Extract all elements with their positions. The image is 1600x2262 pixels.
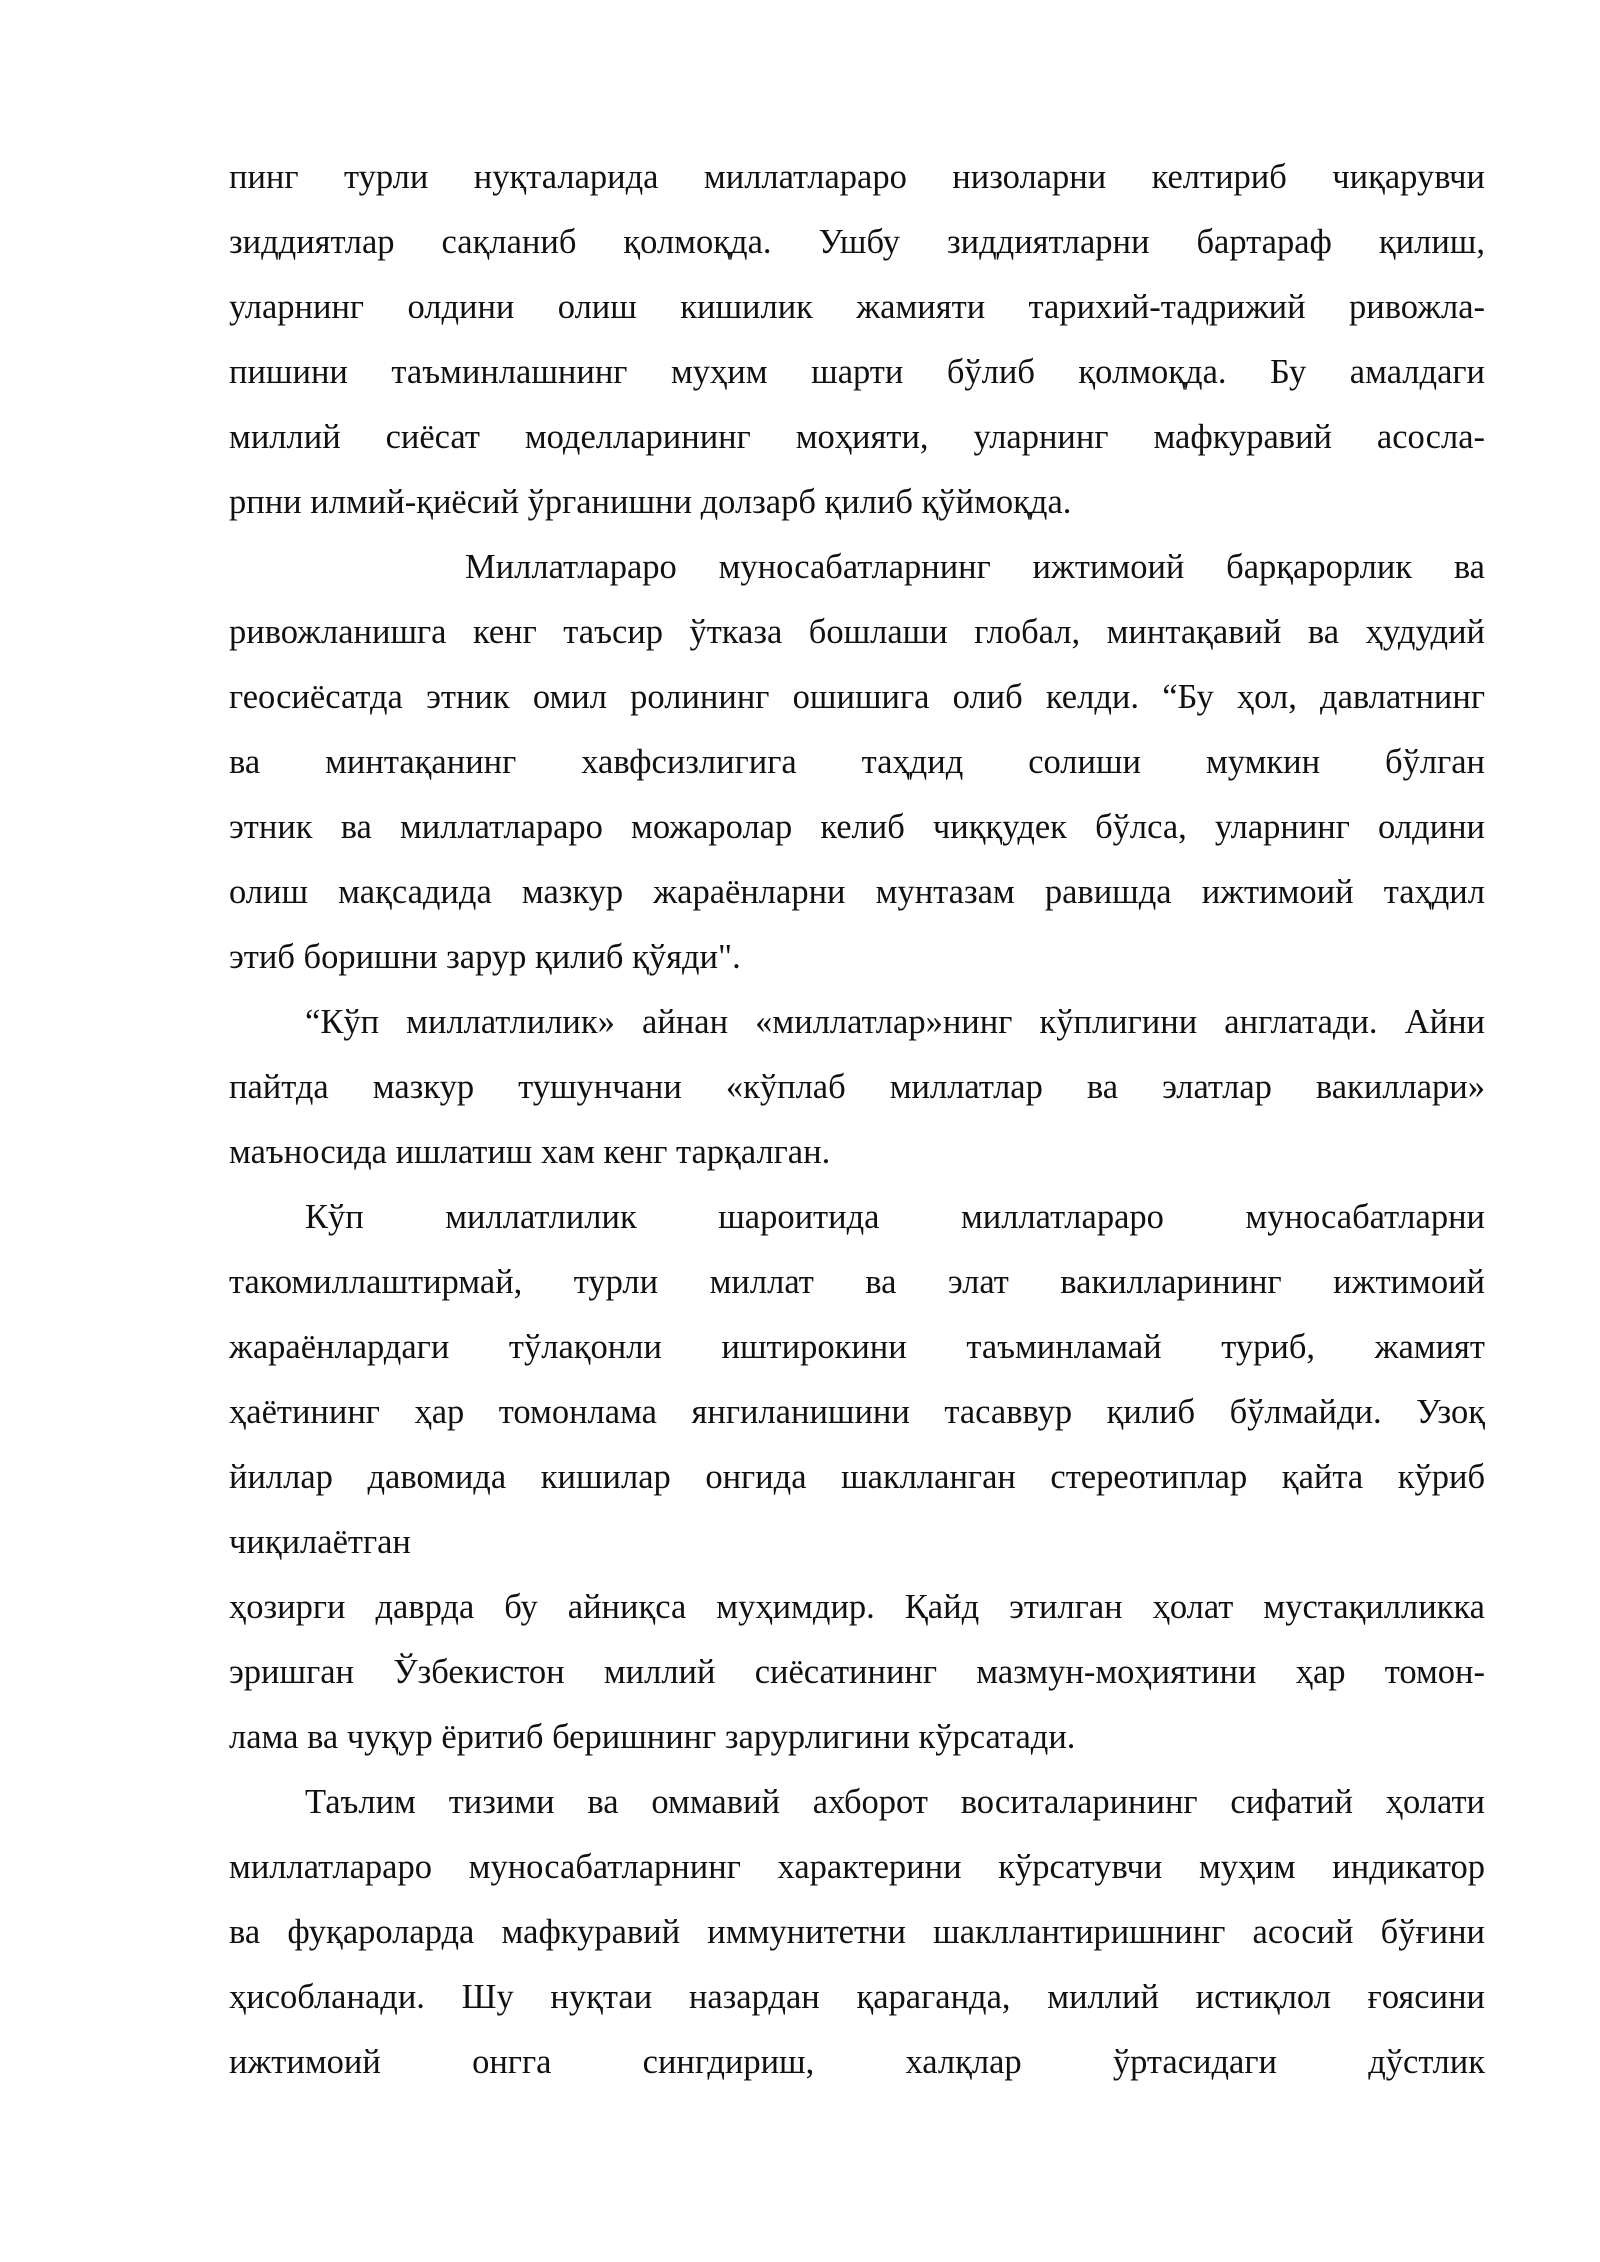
text-line: миллатлараро муносабатларнинг характерини кўрсатувчи муҳим индикатор bbox=[229, 1848, 1485, 1886]
text-line: ҳисобланади. Шу нуқтаи назардан қараганда, миллий истиқлол ғоясини bbox=[229, 1978, 1485, 2016]
text-line: эришган Ўзбекистон миллий сиёсатининг мазмун-моҳиятини ҳар томон- bbox=[229, 1653, 1485, 1691]
text-line: ижтимоий онгга сингдириш, халқлар ўртасидаги дўстлик bbox=[229, 2043, 1485, 2081]
text-line: маъносида ишлатиш хам кенг тарқалган. bbox=[229, 1133, 831, 1171]
text-line: ҳаётининг ҳар томонлама янгиланишини тасаввур қилиб бўлмайди. Узоқ bbox=[229, 1393, 1485, 1431]
text-line: жараёнлардаги тўлақонли иштирокини таъминламай туриб, жамият bbox=[229, 1328, 1485, 1366]
text-line: олиш мақсадида мазкур жараёнларни мунтазам равишда ижтимоий таҳдил bbox=[229, 873, 1485, 911]
text-line: пинг турли нуқталарида миллатлараро низоларни келтириб чиқарувчи bbox=[229, 158, 1485, 196]
text-line: лама ва чуқур ёритиб беришнинг зарурлигини кўрсатади. bbox=[229, 1718, 1076, 1756]
text-line: йиллар давомида кишилар онгида шаклланган стереотиплар қайта кўриб bbox=[229, 1458, 1485, 1496]
text-line: такомиллаштирмай, турли миллат ва элат вакилларининг ижтимоий bbox=[229, 1263, 1485, 1301]
text-line: ва минтақанинг хавфсизлигига таҳдид солиши мумкин бўлган bbox=[229, 743, 1485, 781]
text-line: рпни илмий-қиёсий ўрганишни долзарб қилиб қўймоқда. bbox=[229, 483, 1072, 521]
text-line: уларнинг олдини олиш кишилик жамияти тарихий-тадрижий ривожла- bbox=[229, 288, 1485, 326]
text-line: “Кўп миллатлилик» айнан «миллатлар»нинг кўплигини англатади. Айни bbox=[305, 1003, 1485, 1041]
text-line: зиддиятлар сақланиб қолмоқда. Ушбу зиддиятларни бартараф қилиш, bbox=[229, 223, 1485, 261]
paragraph bbox=[229, 145, 1485, 535]
text-line: этник ва миллатлараро можаролар келиб чиққудек бўлса, уларнинг олдини bbox=[229, 808, 1485, 846]
paragraph bbox=[229, 1575, 1485, 1770]
text-line: пишини таъминлашнинг муҳим шарти бўлиб қолмоқда. Бу амалдаги bbox=[229, 353, 1485, 391]
paragraph bbox=[229, 1185, 1485, 1575]
text-line: пайтда мазкур тушунчани «кўплаб миллатлар ва элатлар вакиллари» bbox=[229, 1068, 1485, 1106]
text-line: этиб боришни зарур қилиб қўяди". bbox=[229, 938, 741, 976]
paragraph bbox=[229, 990, 1485, 1185]
text-line: ҳозирги даврда бу айниқса муҳимдир. Қайд этилган ҳолат мустақилликка bbox=[229, 1588, 1485, 1626]
text-line: ва фуқароларда мафкуравий иммунитетни шакллантиришнинг асосий бўғини bbox=[229, 1913, 1485, 1951]
text-line: Кўп миллатлилик шароитида миллатлараро муносабатларни bbox=[305, 1198, 1485, 1236]
paragraph bbox=[229, 535, 1485, 990]
document-body bbox=[229, 145, 1485, 2095]
text-line: чиқилаётган bbox=[229, 1523, 411, 1561]
text-line: ривожланишга кенг таъсир ўтказа бошлаши глобал, минтақавий ва ҳудудий bbox=[229, 613, 1485, 651]
text-line: миллий сиёсат моделларининг моҳияти, уларнинг мафкуравий асосла- bbox=[229, 418, 1485, 456]
text-line: Таълим тизими ва оммавий ахборот воситаларининг сифатий ҳолати bbox=[305, 1783, 1485, 1821]
paragraph bbox=[229, 1770, 1485, 2095]
text-line: Миллатлараро муносабатларнинг ижтимоий барқарорлик ва bbox=[465, 548, 1485, 586]
text-line: геосиёсатда этник омил ролининг ошишига олиб келди. “Бу ҳол, давлатнинг bbox=[229, 678, 1485, 716]
